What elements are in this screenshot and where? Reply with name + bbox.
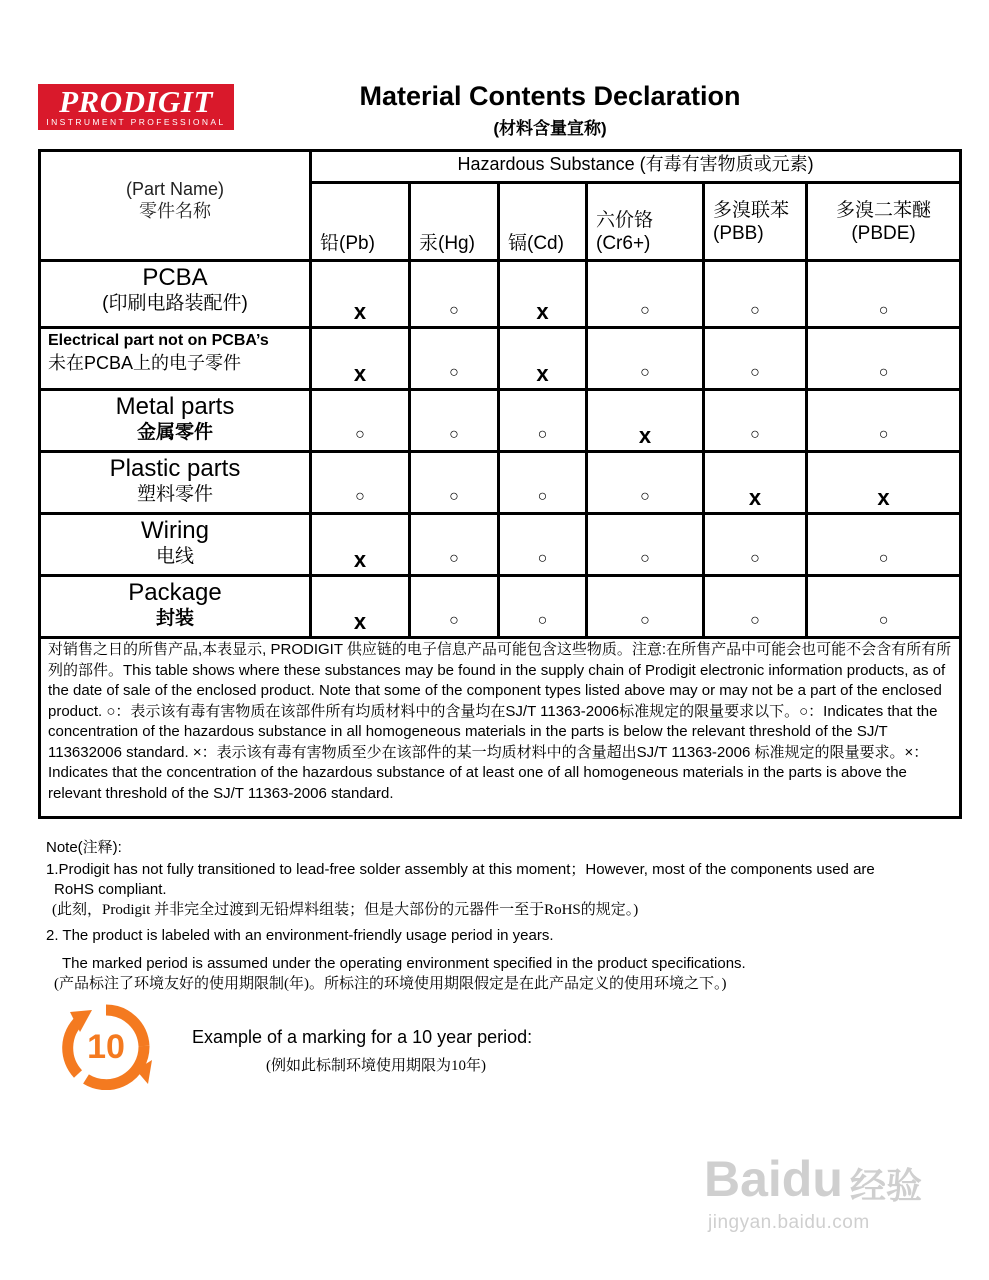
mark: x [353,547,367,572]
substance-pbb: 多溴联苯 (PBB) [704,183,807,261]
part-name-en: (Part Name) [125,179,224,199]
example-text-zh: (例如此标制环境使用期限为10年) [266,1058,486,1074]
page-subtitle: (材料含量宣称) [493,119,607,138]
mark: ○ [640,488,650,505]
table-row [40,452,961,514]
prodigit-logo [38,84,234,130]
substance-hg: 汞(Hg) [410,183,499,261]
mark: x [536,299,549,324]
substance-pbde: 多溴二苯醚 (PBDE) [807,183,961,261]
watermark-brand: Baidu [704,1151,843,1207]
part-metal: Metal parts 金属零件 [40,390,311,452]
declaration-table [38,149,962,819]
mark: ○ [640,302,650,319]
mark: ○ [449,488,459,505]
mark: x [877,485,890,510]
eco-symbol-number: 10 [87,1028,125,1066]
mark: x [353,299,367,324]
example-text: Example of a marking for a 10 year period: [192,1027,533,1047]
mark: ○ [640,364,650,381]
table-row [40,328,961,390]
mark: ○ [750,550,760,567]
note-2-zh: (产品标注了环境友好的使用期限制(年)。所标注的环境使用期限假定是在此产品定义的使用环境之下。) [54,976,727,992]
mark: ○ [640,612,650,629]
mark: x [353,609,367,634]
mark: ○ [537,612,548,629]
table-row [40,261,961,328]
substance-pb: 铅(Pb) [311,183,410,261]
mark: ○ [878,364,889,381]
mark: ○ [355,426,365,443]
mark: ○ [355,488,365,505]
page-title: Material Contents Declaration [359,81,741,111]
note-2-detail: The marked period is assumed under the operating environment specified in the product specifications. [62,955,746,972]
mark: x [748,485,762,510]
mark: ○ [537,550,548,567]
mark: ○ [449,302,459,319]
note-2-en: 2. The product is labeled with an environment-friendly usage period in years. [46,927,554,944]
table-footnote: 对销售之日的所售产品,本表显示, PRODIGIT 供应链的电子信息产品可能包含这些物质。注意:在所售产品中可能会也可能不会含有所有所列的部件。This table shows where these substances may be found in the supply chain of Prodigit electronic information products, as of the date of sale of the enclosed product. Note that some of the component types listed above may or may not be a part of the enclosed product. ○：表示该有毒有害物质在该部件所有均质材料中的含量均在SJ/T 11363-2006标准规定的限量要求以下。○：Indicates that the concentration of the hazardous substance in all homogeneous materials in the parts is below the relevant threshold of the SJ/T 113632006 standard. ×：表示该有毒有害物质至少在该部件的某一均质材料中的含量超出SJ/T 11363-2006 标准规定的限量要求。×： Indicates that the concentration of the hazardous substance of at least one of all homogeneous materials in the parts is above the relevant threshold of the SJ/T 11363-2006 standard. [40,638,961,818]
mark: ○ [878,302,889,319]
note-1-zh: (此刻，Prodigit 并非完全过渡到无铅焊料组装；但是大部份的元器件一至于RoHS的规定。) [52,902,639,918]
mark: ○ [750,364,760,381]
watermark-product: 经验 [850,1165,923,1206]
mark: ○ [449,364,459,381]
notes-section [46,838,956,994]
table-row [40,390,961,452]
watermark-url: jingyan.baidu.com [708,1212,870,1233]
mark: x [638,423,652,448]
mark: ○ [449,612,459,629]
mark: ○ [750,302,760,319]
part-pcba: PCBA (印刷电路装配件) [40,261,311,328]
mark: ○ [878,612,889,629]
part-package: Package 封装 [40,576,311,638]
mark: ○ [537,426,548,443]
note-1-en-cont: RoHS compliant. [54,881,167,898]
table-row [40,514,961,576]
mark: ○ [878,426,889,443]
mark: x [536,361,549,386]
mark: ○ [449,550,459,567]
substance-cd: 镉(Cd) [499,183,587,261]
part-name-zh: 零件名称 [139,201,211,221]
eco-period-symbol [56,1002,156,1090]
substance-cr6: 六价铬 (Cr6+) [587,183,704,261]
mark: ○ [750,612,760,629]
logo-tagline: INSTRUMENT PROFESSIONAL [46,117,226,127]
mark: ○ [750,426,760,443]
part-plastic: Plastic parts 塑料零件 [40,452,311,514]
part-wiring: Wiring 电线 [40,514,311,576]
logo-brand: PRODIGIT [59,84,213,119]
note-1-en: 1.Prodigit has not fully transitioned to lead-free solder assembly at this moment；However, most of the components used are [46,861,875,878]
mark: ○ [537,488,548,505]
table-row [40,576,961,638]
mark: ○ [878,550,889,567]
part-electrical: Electrical part not on PCBA’s 未在PCBA上的电子零件 [40,328,311,390]
hazardous-substance-header: Hazardous Substance (有毒有害物质或元素) [311,151,961,183]
part-name-header [40,151,311,261]
mark: ○ [640,550,650,567]
mark: x [353,361,367,386]
baidu-watermark [700,1136,960,1246]
notes-heading: Note(注释): [46,839,122,856]
mark: ○ [449,426,459,443]
